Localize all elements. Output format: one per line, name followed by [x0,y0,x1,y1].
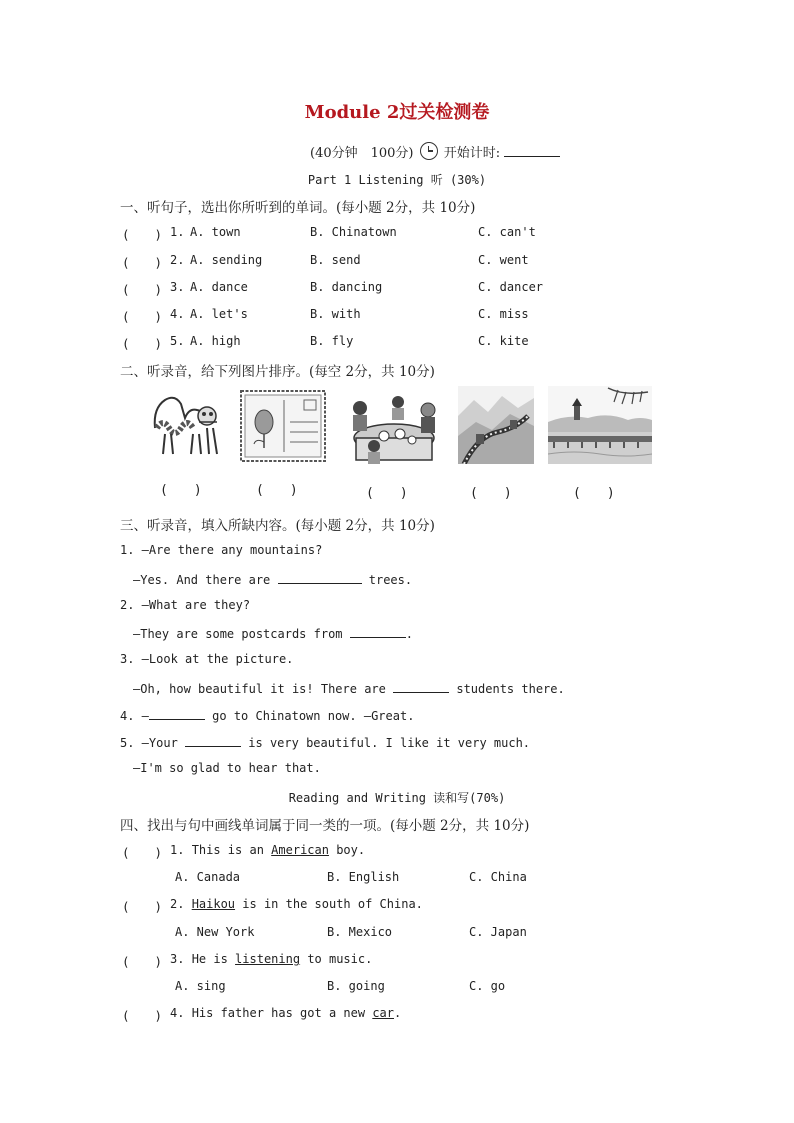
option-c: C. Japan [469,925,527,939]
text: —Oh, how beautiful it is! There are [133,682,386,696]
question-number: 4. [170,1006,185,1020]
option-a: A. Canada [175,870,241,884]
q1-line-b [133,571,412,587]
great-wall-picture [458,386,534,464]
picture5-answer-paren[interactable]: ( ) [573,486,615,501]
question-number: 3. [170,952,185,966]
text: boy. [336,843,366,857]
text: is in the south of China. [242,897,423,911]
dragon-dance-picture [145,388,225,460]
answer-paren[interactable]: ( ) [122,309,163,324]
west-lake-pagoda-picture [548,386,652,464]
section4-heading: 四、找出与句中画线单词属于同一类的一项。(每小题 2分，共 10分) [120,818,530,834]
option-b: B. English [327,870,400,884]
option-b: B. Mexico [327,925,393,939]
time-limit: (40分钟 100分) [310,146,414,161]
text: . [394,1006,402,1020]
q4-line [120,707,414,723]
q3-blank[interactable] [393,680,449,693]
underlined-word: listening [235,952,301,966]
answer-paren[interactable]: ( ) [122,954,163,969]
question-number: 5. [170,334,185,348]
section2-heading: 二、听录音，给下列图片排序。(每空 2分，共 10分) [120,364,435,380]
q1-line-a: 1. —Are there any mountains? [120,543,323,557]
text: . [405,627,413,641]
exam-info [310,142,560,161]
question-number: 1. [170,843,185,857]
q5-line-b: —I'm so glad to hear that. [133,761,321,775]
text: —Yes. And there are [133,573,271,587]
part1-heading: Part 1 Listening 听 (30%) [307,173,487,187]
picture1-answer-paren[interactable]: ( ) [160,483,202,498]
option-c: C. kite [478,334,529,348]
option-a: A. sending [190,253,263,267]
text: 4. — [120,709,149,723]
option-c: C. China [469,870,527,884]
underlined-word: car [372,1006,394,1020]
option-c: C. can't [478,225,536,239]
option-b: B. send [310,253,361,267]
q2-line-a: 2. —What are they? [120,598,251,612]
option-a: A. high [190,334,241,348]
picture2-answer-paren[interactable]: ( ) [256,483,298,498]
text: trees. [368,573,413,587]
option-a: A. let's [190,307,248,321]
text: is very beautiful. I like it very much. [248,736,531,750]
answer-paren[interactable]: ( ) [122,845,163,860]
answer-paren[interactable]: ( ) [122,1008,163,1023]
option-a: A. town [190,225,241,239]
q1-blank[interactable] [278,571,362,584]
q5-line-a [120,734,530,750]
option-b: B. dancing [310,280,383,294]
text: —They are some postcards from [133,627,343,641]
page-title: Module 2过关检测卷 [304,102,490,123]
text: This is an [191,843,264,857]
option-a: A. New York [175,925,255,939]
option-b: B. going [327,979,385,993]
question-number: 2. [170,253,185,267]
option-c: C. go [469,979,506,993]
text: 5. —Your [120,736,178,750]
answer-paren[interactable]: ( ) [122,336,163,351]
option-b: B. with [310,307,361,321]
text: His father has got a new [191,1006,366,1020]
option-c: C. went [478,253,529,267]
question-number: 4. [170,307,185,321]
start-time-label: 开始计时: [443,146,501,161]
start-time-blank[interactable] [504,144,560,157]
option-a: A. dance [190,280,248,294]
underlined-word: American [271,843,329,857]
question-number: 1. [170,225,185,239]
postcard-picture [240,390,326,462]
part2-heading: Reading and Writing 读和写(70%) [288,791,506,805]
q3-line-b [133,680,565,696]
option-c: C. dancer [478,280,544,294]
option-a: A. sing [175,979,226,993]
option-b: B. Chinatown [310,225,397,239]
picture3-answer-paren[interactable]: ( ) [366,486,408,501]
answer-paren[interactable]: ( ) [122,899,163,914]
underlined-word: Haikou [191,897,236,911]
text: go to Chinatown now. —Great. [212,709,415,723]
question-number: 3. [170,280,185,294]
s4-q1 [170,843,365,857]
answer-paren[interactable]: ( ) [122,282,163,297]
s4-q4 [170,1006,401,1020]
clock-icon [420,142,438,160]
picture4-answer-paren[interactable]: ( ) [470,486,512,501]
answer-paren[interactable]: ( ) [122,227,163,242]
section1-heading: 一、听句子，选出你所听到的单词。(每小题 2分，共 10分) [120,200,476,216]
option-c: C. miss [478,307,529,321]
q2-line-b [133,625,413,641]
option-b: B. fly [310,334,354,348]
q4-blank[interactable] [149,707,205,720]
question-number: 2. [170,897,185,911]
text: students there. [456,682,565,696]
q2-blank[interactable] [350,625,406,638]
text: to music. [307,952,373,966]
q3-line-a: 3. —Look at the picture. [120,652,294,666]
s4-q3 [170,952,372,966]
section3-heading: 三、听录音，填入所缺内容。(每小题 2分，共 10分) [120,518,435,534]
answer-paren[interactable]: ( ) [122,255,163,270]
s4-q2 [170,897,423,911]
q5-blank[interactable] [185,734,241,747]
text: He is [191,952,228,966]
family-dinner-picture [344,394,444,466]
